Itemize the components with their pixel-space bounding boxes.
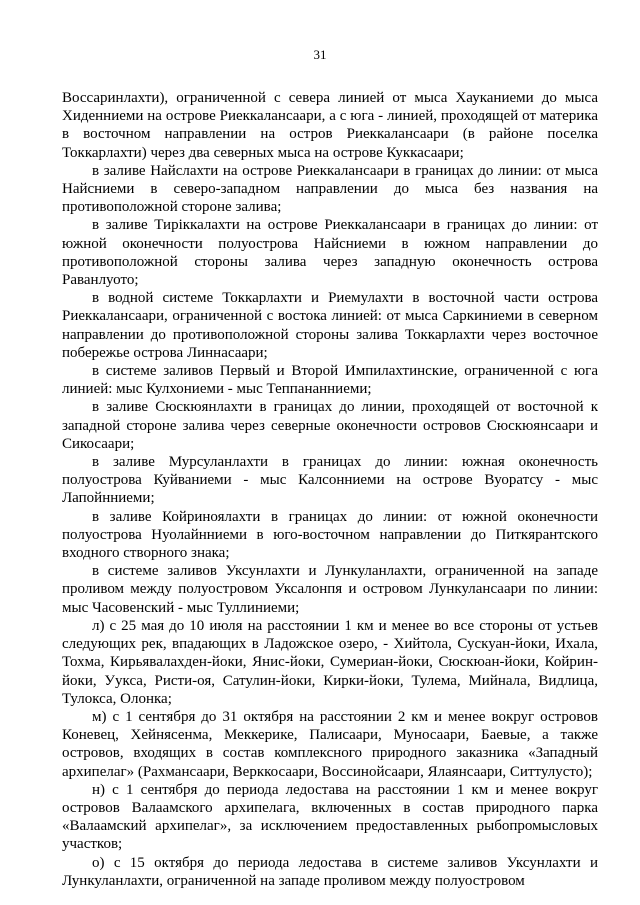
body-text <box>62 89 598 890</box>
paragraph: в заливе Найслахти на острове Риеккалансаари в границах до линии: от мыса Найсниеми в северо-западном направлении до мыса без названия на противоположной стороне залива; <box>62 162 598 216</box>
paragraph: о) с 15 октября до периода ледостава в системе заливов Уксунлахти и Лункуланлахти, ограниченной на западе проливом между полуостровом <box>62 854 598 889</box>
paragraph: н) с 1 сентября до периода ледостава на расстоянии 1 км и менее вокруг островов Валаамского архипелага, включенных в состав природного парка «Валаамский архипелаг», за исключением предоставленных рыбопромысловых участков; <box>62 781 598 853</box>
paragraph: м) с 1 сентября до 31 октября на расстоянии 2 км и менее вокруг островов Коневец, Хейнясенма, Меккерике, Палисаари, Муносаари, Баевые, а также островов, входящих в состав комплексного природного заказника «Западный архипелаг» (Рахмансаари, Верккосаари, Воссинойсаари, Ялаянсаари, Ситтулусто); <box>62 708 598 780</box>
paragraph: Воссаринлахти), ограниченной с севера линией от мыса Хауканиеми до мыса Хиденниеми на острове Риеккалансаари, а с юга - линией, проходящей от материка в восточном направлении на остров Риеккалансаари (в районе поселка Токкарлахти) через два северных мыса на острове Куккасаари; <box>62 90 598 161</box>
paragraph: в заливе Сюскюянлахти в границах до линии, проходящей от восточной к западной стороне залива через северные оконечности островов Сюскюянсаари и Сикосаари; <box>62 399 598 452</box>
paragraph: л) с 25 мая до 10 июля на расстоянии 1 км и менее во все стороны от устьев следующих рек, впадающих в Ладожское озеро, - Хийтола, Сускуан-йоки, Ихала, Тохма, Кирьявалахден-йоки, Янис-йоки, Сумериан-йоки, Сюскюан-йоки, Койрин-йоки, Уукса, Ристи-оя, Сатулин-йоки, Кирки-йоки, Тулема, Мийнала, Видлица, Тулокса, Олонка; <box>62 617 598 707</box>
paragraph: в заливе Мурсуланлахти в границах до линии: южная оконечность полуострова Куйваниеми - мыс Калсонниеми на острове Вуоратсу - мыс Лапойнниеми; <box>62 454 598 507</box>
paragraph: в заливе Койриноялахти в границах до линии: от южной оконечности полуострова Нуолайнниеми в юго-восточном направлении до Питкярантского входного створного знака; <box>62 508 598 562</box>
page-number: 31 <box>313 47 327 62</box>
paragraph: в системе заливов Первый и Второй Импилахтинские, ограниченной с юга линией: мыс Кулхониеми - мыс Теппананниеми; <box>62 363 598 398</box>
paragraph: в заливе Тиріккалахти на острове Риеккалансаари в границах до линии: от южной оконечности полуострова Найсниеми в южном направлении до противоположной стороны залива через западную оконечность острова Раванлуото; <box>62 217 598 289</box>
paragraph: в системе заливов Уксунлахти и Лункуланлахти, ограниченной на западе проливом между полуостровом Уксалонпя и островом Лункулансаари по линии: мыс Часовенский - мыс Туллиниеми; <box>62 563 598 616</box>
paragraph: в водной системе Токкарлахти и Риемулахти в восточной части острова Риеккалансаари, ограниченной с востока линией: от мыса Саркиниеми в северном направлении до противоположной стороны залива Токкарлахти через восточное побережье острова Линнасаари; <box>62 290 598 361</box>
